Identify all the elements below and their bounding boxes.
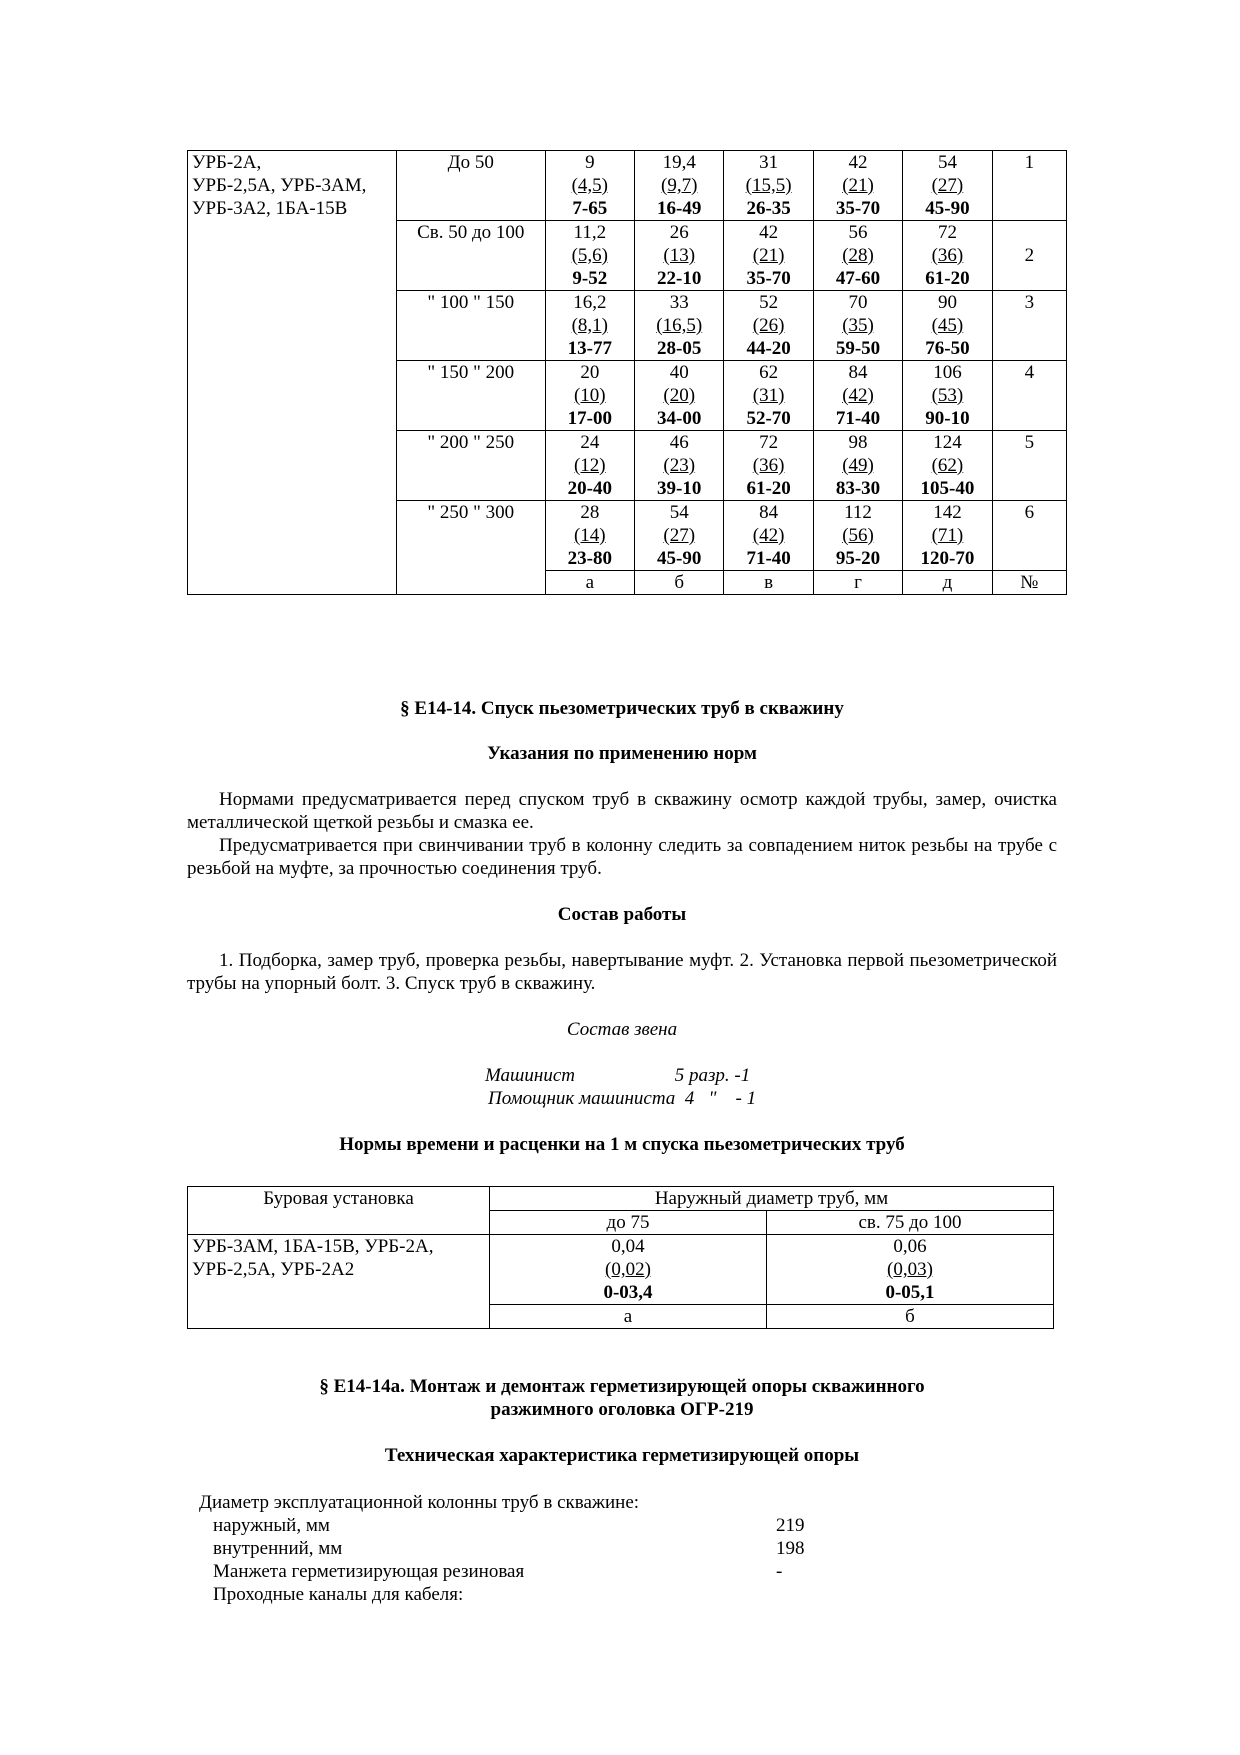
rate-value: 45-90 xyxy=(657,548,702,569)
machine-time: (0,02) xyxy=(605,1259,651,1280)
spec-value: 219 xyxy=(776,1515,805,1536)
time-norm: 16,2 xyxy=(573,292,607,313)
machine-time: (36) xyxy=(752,455,785,476)
time-norm: 20 xyxy=(580,362,600,383)
value-cell xyxy=(813,361,902,431)
rate-value: 0-05,1 xyxy=(885,1282,935,1303)
value-cell xyxy=(813,291,902,361)
value-cell xyxy=(903,291,992,361)
value-cell xyxy=(635,501,724,571)
rate-value: 47-60 xyxy=(835,268,881,289)
rate-value: 45-90 xyxy=(925,198,970,219)
machine-time: (5,6) xyxy=(571,245,609,266)
machine-time: (15,5) xyxy=(745,175,792,196)
value-cell xyxy=(635,361,724,431)
machine-time: (56) xyxy=(842,525,874,546)
rate-value: 83-30 xyxy=(835,478,881,499)
value-cell xyxy=(635,221,724,291)
norms-table-1 xyxy=(187,150,1067,595)
value-cell xyxy=(545,291,634,361)
footer-label: д xyxy=(903,571,992,595)
value-cell xyxy=(545,431,634,501)
value-cell xyxy=(813,221,902,291)
tech-heading: Техническая характеристика герметизирующей опоры xyxy=(384,1445,860,1466)
rate-value: 20-40 xyxy=(567,478,612,499)
value-cell xyxy=(903,361,992,431)
value-cell xyxy=(813,501,902,571)
rate-value: 39-10 xyxy=(657,478,702,499)
rate-value: 59-50 xyxy=(835,338,881,359)
crew-line-2: Помощник машиниста 4 " - 1 xyxy=(488,1088,757,1109)
machine-time: (71) xyxy=(931,525,964,546)
machine-time: (36) xyxy=(931,245,964,266)
machine-line: УРБ-3АМ, 1БА-15В, УРБ-2А, xyxy=(192,1236,434,1257)
value-cell xyxy=(724,291,813,361)
rate-value: 120-70 xyxy=(920,548,975,569)
value-cell xyxy=(724,431,813,501)
range-cell: " 100 " 150 xyxy=(396,291,545,361)
machine-time: (21) xyxy=(842,175,874,196)
spec-value: 198 xyxy=(776,1538,805,1559)
crew-heading: Состав звена xyxy=(566,1019,678,1040)
range-cell: " 150 " 200 xyxy=(396,361,545,431)
usage-paragraph-2: Предусматривается при свинчивании труб в колонну следить за совпадением ниток резьбы на трубе с резьбой на муфте, за прочностью соединения труб. xyxy=(187,835,1057,879)
rate-value: 16-49 xyxy=(657,198,702,219)
time-norm: 124 xyxy=(933,432,962,453)
rate-value: 35-70 xyxy=(835,198,881,219)
spec-label: Манжета герметизирующая резиновая xyxy=(213,1561,525,1582)
time-norm: 40 xyxy=(669,362,689,383)
footer-label: в xyxy=(724,571,813,595)
spec-intro: Диаметр эксплуатационной колонны труб в скважине: xyxy=(199,1492,640,1513)
time-norm: 0,04 xyxy=(611,1236,645,1257)
rate-value: 17-00 xyxy=(567,408,612,429)
time-norm: 90 xyxy=(937,292,957,313)
rate-value: 95-20 xyxy=(835,548,881,569)
time-norm: 54 xyxy=(937,152,957,173)
rate-value: 35-70 xyxy=(746,268,791,289)
time-norm: 9 xyxy=(585,152,595,173)
section2-title-line1: § Е14-14а. Монтаж и демонтаж герметизирующей опоры скважинного xyxy=(319,1376,925,1397)
section-title: § Е14-14. Спуск пьезометрических труб в скважину xyxy=(400,698,844,719)
rate-value: 61-20 xyxy=(925,268,970,289)
time-norm: 54 xyxy=(669,502,689,523)
work-heading: Состав работы xyxy=(557,904,687,925)
footer-label: № xyxy=(992,571,1066,595)
time-norm: 52 xyxy=(759,292,779,313)
time-norm: 70 xyxy=(848,292,868,313)
value-cell xyxy=(813,431,902,501)
range-cell: До 50 xyxy=(396,151,545,221)
range-cell: " 250 " 300 xyxy=(396,501,545,595)
row-number: 4 xyxy=(992,361,1066,431)
machine-time: (16,5) xyxy=(656,315,703,336)
machine-line: УРБ-2,5А, УРБ-2А2 xyxy=(192,1259,355,1280)
time-norm: 98 xyxy=(848,432,868,453)
time-norm: 56 xyxy=(848,222,868,243)
time-norm: 26 xyxy=(669,222,689,243)
time-norm: 0,06 xyxy=(893,1236,927,1257)
machine-time: (35) xyxy=(842,315,874,336)
value-cell xyxy=(724,151,813,221)
sub-header-b: св. 75 до 100 xyxy=(767,1211,1054,1235)
usage-heading: Указания по применению норм xyxy=(487,743,757,764)
rate-value: 13-77 xyxy=(567,338,612,359)
footer-label: б xyxy=(767,1305,1054,1329)
row-number: 2 xyxy=(992,221,1066,291)
spec-label: наружный, мм xyxy=(213,1515,330,1536)
time-norm: 28 xyxy=(580,502,600,523)
row-number: 3 xyxy=(992,291,1066,361)
rate-value: 26-35 xyxy=(746,198,791,219)
value-cell xyxy=(724,221,813,291)
time-norm: 112 xyxy=(844,502,872,523)
machine-time: (0,03) xyxy=(887,1259,933,1280)
value-cell xyxy=(545,501,634,571)
time-norm: 42 xyxy=(848,152,868,173)
machine-time: (62) xyxy=(931,455,964,476)
rate-value: 90-10 xyxy=(925,408,970,429)
time-norm: 11,2 xyxy=(573,222,607,243)
section2-title-line2: разжимного оголовка ОГР-219 xyxy=(490,1399,754,1420)
time-norm: 24 xyxy=(580,432,600,453)
machine-time: (10) xyxy=(573,385,606,406)
time-norm: 72 xyxy=(759,432,779,453)
value-cell xyxy=(903,501,992,571)
rate-value: 28-05 xyxy=(657,338,702,359)
time-norm: 84 xyxy=(848,362,868,383)
value-cell xyxy=(545,361,634,431)
spec-label: Проходные каналы для кабеля: xyxy=(213,1584,464,1605)
footer-label: а xyxy=(545,571,634,595)
rate-value: 105-40 xyxy=(920,478,975,499)
machine-time: (23) xyxy=(663,455,696,476)
rate-value: 44-20 xyxy=(746,338,791,359)
value-cell xyxy=(903,221,992,291)
time-norm: 42 xyxy=(759,222,779,243)
rate-value: 52-70 xyxy=(746,408,791,429)
time-norm: 106 xyxy=(933,362,962,383)
value-cell xyxy=(635,151,724,221)
value-cell xyxy=(545,151,634,221)
machine-time: (49) xyxy=(842,455,874,476)
time-norm: 19,4 xyxy=(662,152,696,173)
machine-time: (8,1) xyxy=(571,315,609,336)
machine-time: (42) xyxy=(842,385,874,406)
usage-paragraph-1: Нормами предусматривается перед спуском труб в скважину осмотр каждой трубы, замер, очистка металлической щеткой резьбы и смазка ее. xyxy=(187,789,1057,833)
crew-line-1: Машинист 5 разр. -1 xyxy=(485,1065,751,1086)
machine-time: (13) xyxy=(663,245,696,266)
time-norm: 33 xyxy=(669,292,689,313)
rate-value: 76-50 xyxy=(925,338,970,359)
time-norm: 62 xyxy=(759,362,779,383)
machine-time: (4,5) xyxy=(571,175,609,196)
footer-label: б xyxy=(635,571,724,595)
spec-label: внутренний, мм xyxy=(213,1538,343,1559)
time-norm: 31 xyxy=(759,152,779,173)
machine-cell xyxy=(188,1235,490,1329)
machine-time: (42) xyxy=(752,525,785,546)
value-cell xyxy=(724,361,813,431)
col-header-diameter: Наружный диаметр труб, мм xyxy=(490,1187,1054,1211)
rate-value: 34-00 xyxy=(657,408,702,429)
rate-value: 23-80 xyxy=(567,548,612,569)
sub-header-a: до 75 xyxy=(490,1211,767,1235)
machine-time: (31) xyxy=(752,385,785,406)
norms-heading: Нормы времени и расценки на 1 м спуска пьезометрических труб xyxy=(339,1134,905,1155)
value-cell xyxy=(767,1235,1054,1305)
rate-value: 61-20 xyxy=(746,478,791,499)
range-cell: " 200 " 250 xyxy=(396,431,545,501)
time-norm: 142 xyxy=(933,502,962,523)
table-row xyxy=(188,151,1067,221)
row-number: 5 xyxy=(992,431,1066,501)
machine-time: (28) xyxy=(842,245,874,266)
work-text: 1. Подборка, замер труб, проверка резьбы, навертывание муфт. 2. Установка первой пьезометрической трубы на упорный болт. 3. Спуск труб в скважину. xyxy=(187,950,1057,994)
spec-value: - xyxy=(776,1561,783,1582)
value-cell xyxy=(635,291,724,361)
machine-time: (45) xyxy=(931,315,964,336)
rate-value: 22-10 xyxy=(657,268,702,289)
col-header-machine: Буровая установка xyxy=(188,1187,490,1235)
value-cell xyxy=(903,431,992,501)
time-norm: 84 xyxy=(759,502,779,523)
machine-line: УРБ-2,5А, УРБ-3АМ, xyxy=(192,175,367,196)
value-cell xyxy=(490,1235,767,1305)
machine-time: (20) xyxy=(663,385,696,406)
machine-time: (27) xyxy=(663,525,696,546)
footer-label: г xyxy=(813,571,902,595)
machine-time: (12) xyxy=(573,455,606,476)
value-cell xyxy=(813,151,902,221)
footer-label: а xyxy=(490,1305,767,1329)
rate-value: 9-52 xyxy=(572,268,608,289)
row-number: 6 xyxy=(992,501,1066,571)
rate-value: 7-65 xyxy=(572,198,608,219)
value-cell xyxy=(635,431,724,501)
rate-value: 0-03,4 xyxy=(603,1282,653,1303)
value-cell xyxy=(545,221,634,291)
machine-time: (53) xyxy=(931,385,964,406)
norms-table-2 xyxy=(187,1186,1054,1329)
rate-value: 71-40 xyxy=(746,548,791,569)
row-number: 1 xyxy=(992,151,1066,221)
machine-time: (26) xyxy=(752,315,785,336)
time-norm: 72 xyxy=(937,222,957,243)
machine-time: (21) xyxy=(752,245,785,266)
machine-line: УРБ-3А2, 1БА-15В xyxy=(192,198,348,219)
machine-line: УРБ-2А, xyxy=(192,152,262,173)
machine-cell xyxy=(188,151,397,595)
machine-time: (9,7) xyxy=(661,175,698,196)
rate-value: 71-40 xyxy=(835,408,881,429)
machine-time: (27) xyxy=(931,175,964,196)
value-cell xyxy=(903,151,992,221)
time-norm: 46 xyxy=(669,432,689,453)
range-cell: Св. 50 до 100 xyxy=(396,221,545,291)
value-cell xyxy=(724,501,813,571)
machine-time: (14) xyxy=(573,525,606,546)
